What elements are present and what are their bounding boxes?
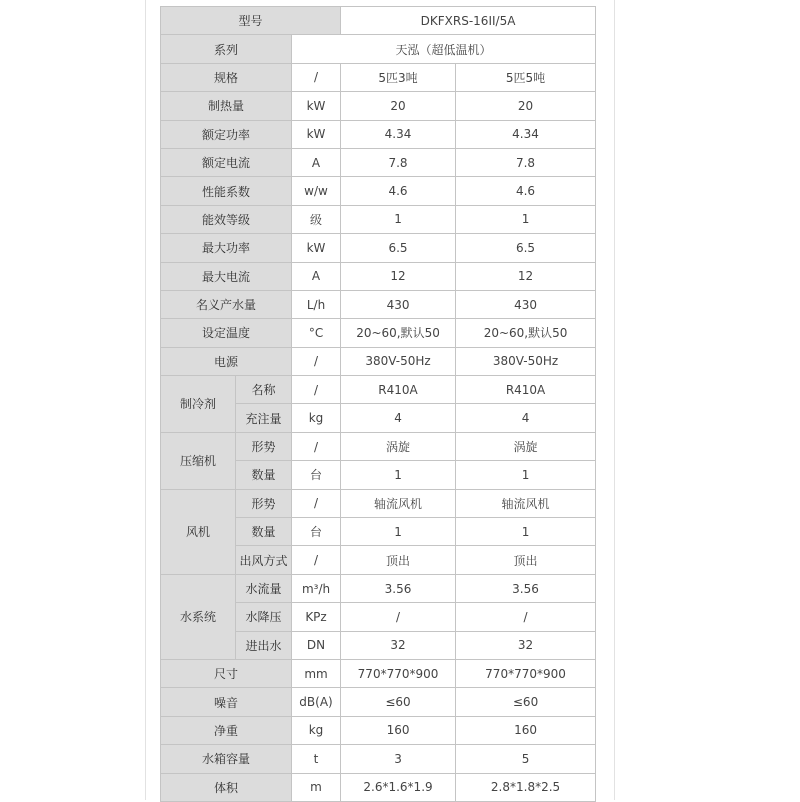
model-label: 型号: [161, 7, 341, 35]
row-value-1: 1: [341, 205, 456, 233]
row-value-1: R410A: [341, 376, 456, 404]
table-row: [161, 574, 596, 602]
row-label: 形势: [236, 432, 292, 460]
left-divider-line: [145, 0, 146, 800]
table-row-model: [161, 7, 596, 35]
row-label: 最大电流: [161, 262, 292, 290]
group-label-fan: 风机: [161, 489, 236, 574]
row-unit: /: [292, 347, 341, 375]
row-unit: L/h: [292, 290, 341, 318]
row-label: 名称: [236, 376, 292, 404]
row-value-1: 430: [341, 290, 456, 318]
group-label-water-system: 水系统: [161, 574, 236, 659]
row-value-2: 1: [456, 461, 596, 489]
row-value-2: 20~60,默认50: [456, 319, 596, 347]
row-value-1: 顶出: [341, 546, 456, 574]
row-value-1: 770*770*900: [341, 659, 456, 687]
group-label-refrigerant: 制冷剂: [161, 376, 236, 433]
table-row: [161, 347, 596, 375]
series-value: 天泓（超低温机）: [292, 35, 596, 63]
row-value-2: ≤60: [456, 688, 596, 716]
row-value-2: 32: [456, 631, 596, 659]
table-row: [161, 234, 596, 262]
row-unit: /: [292, 432, 341, 460]
row-unit: 台: [292, 461, 341, 489]
row-value-1: 3.56: [341, 574, 456, 602]
row-unit: kW: [292, 234, 341, 262]
row-value-2: 770*770*900: [456, 659, 596, 687]
row-label: 性能系数: [161, 177, 292, 205]
table-row: [161, 688, 596, 716]
row-label: 数量: [236, 461, 292, 489]
row-unit: dB(A): [292, 688, 341, 716]
row-value-1: 3: [341, 745, 456, 773]
row-unit: mm: [292, 659, 341, 687]
row-value-2: 2.8*1.8*2.5: [456, 773, 596, 801]
row-unit: /: [292, 546, 341, 574]
row-unit: w/w: [292, 177, 341, 205]
row-value-2: 涡旋: [456, 432, 596, 460]
row-label: 出风方式: [236, 546, 292, 574]
table-row: [161, 319, 596, 347]
row-label: 充注量: [236, 404, 292, 432]
table-row-series: [161, 35, 596, 63]
row-value-2: 1: [456, 205, 596, 233]
row-label: 水流量: [236, 574, 292, 602]
row-value-1: 4.6: [341, 177, 456, 205]
row-value-2: 3.56: [456, 574, 596, 602]
table-row: [161, 773, 596, 801]
table-row: [161, 432, 596, 460]
row-value-1: 1: [341, 518, 456, 546]
row-unit: /: [292, 376, 341, 404]
row-unit: kg: [292, 404, 341, 432]
row-value-1: 4: [341, 404, 456, 432]
row-value-2: 12: [456, 262, 596, 290]
row-label: 最大功率: [161, 234, 292, 262]
row-value-2: 430: [456, 290, 596, 318]
row-unit: kW: [292, 120, 341, 148]
row-label: 能效等级: [161, 205, 292, 233]
table-row: [161, 262, 596, 290]
row-unit: DN: [292, 631, 341, 659]
row-label: 噪音: [161, 688, 292, 716]
table-row: [161, 177, 596, 205]
row-value-2: 1: [456, 518, 596, 546]
row-label: 进出水: [236, 631, 292, 659]
table-row: [161, 205, 596, 233]
row-value-2: 20: [456, 92, 596, 120]
row-value-1: 轴流风机: [341, 489, 456, 517]
row-unit: A: [292, 148, 341, 176]
row-value-1: 12: [341, 262, 456, 290]
row-value-2: 160: [456, 716, 596, 744]
row-value-2: 4.34: [456, 120, 596, 148]
row-value-1: /: [341, 603, 456, 631]
row-value-1: 1: [341, 461, 456, 489]
row-label: 制热量: [161, 92, 292, 120]
row-value-2: 7.8: [456, 148, 596, 176]
row-unit: °C: [292, 319, 341, 347]
table-row: [161, 63, 596, 91]
row-value-1: 6.5: [341, 234, 456, 262]
row-value-1: 5匹3吨: [341, 63, 456, 91]
row-label: 数量: [236, 518, 292, 546]
row-unit: A: [292, 262, 341, 290]
row-value-1: 涡旋: [341, 432, 456, 460]
row-value-1: 7.8: [341, 148, 456, 176]
row-label: 规格: [161, 63, 292, 91]
row-value-1: ≤60: [341, 688, 456, 716]
model-value: DKFXRS-16II/5A: [341, 7, 596, 35]
row-label: 名义产水量: [161, 290, 292, 318]
row-value-2: 轴流风机: [456, 489, 596, 517]
row-unit: t: [292, 745, 341, 773]
row-unit: /: [292, 63, 341, 91]
right-divider-line: [614, 0, 615, 800]
group-label-compressor: 压缩机: [161, 432, 236, 489]
table-row: [161, 745, 596, 773]
row-value-1: 2.6*1.6*1.9: [341, 773, 456, 801]
row-label: 电源: [161, 347, 292, 375]
row-unit: m³/h: [292, 574, 341, 602]
row-unit: 台: [292, 518, 341, 546]
row-label: 水降压: [236, 603, 292, 631]
row-value-2: R410A: [456, 376, 596, 404]
row-value-2: 4: [456, 404, 596, 432]
row-label: 净重: [161, 716, 292, 744]
row-value-1: 4.34: [341, 120, 456, 148]
table-row: [161, 376, 596, 404]
row-unit: /: [292, 489, 341, 517]
row-unit: m: [292, 773, 341, 801]
row-label: 水箱容量: [161, 745, 292, 773]
row-unit: KPz: [292, 603, 341, 631]
table-row: [161, 120, 596, 148]
table-row: [161, 92, 596, 120]
row-value-1: 32: [341, 631, 456, 659]
row-label: 额定电流: [161, 148, 292, 176]
row-value-1: 380V-50Hz: [341, 347, 456, 375]
table-row: [161, 489, 596, 517]
row-value-1: 20~60,默认50: [341, 319, 456, 347]
table-row: [161, 290, 596, 318]
row-value-2: 5: [456, 745, 596, 773]
row-value-2: 380V-50Hz: [456, 347, 596, 375]
table-row: [161, 148, 596, 176]
row-label: 尺寸: [161, 659, 292, 687]
row-unit: kg: [292, 716, 341, 744]
row-value-1: 160: [341, 716, 456, 744]
row-unit: kW: [292, 92, 341, 120]
spec-table: [160, 6, 596, 802]
table-row: [161, 716, 596, 744]
row-value-2: 5匹5吨: [456, 63, 596, 91]
row-value-2: 顶出: [456, 546, 596, 574]
table-row: [161, 659, 596, 687]
row-label: 形势: [236, 489, 292, 517]
row-value-2: 6.5: [456, 234, 596, 262]
row-unit: 级: [292, 205, 341, 233]
row-label: 体积: [161, 773, 292, 801]
row-value-2: /: [456, 603, 596, 631]
series-label: 系列: [161, 35, 292, 63]
row-value-1: 20: [341, 92, 456, 120]
row-label: 设定温度: [161, 319, 292, 347]
row-label: 额定功率: [161, 120, 292, 148]
row-value-2: 4.6: [456, 177, 596, 205]
